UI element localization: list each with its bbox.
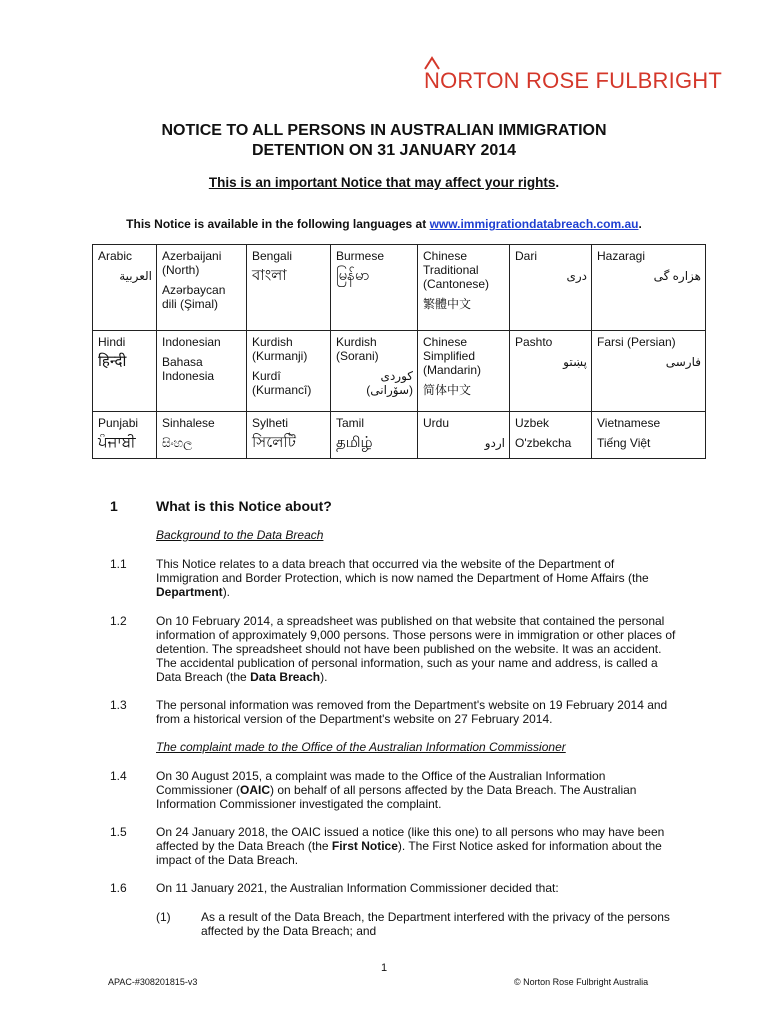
section-number: 1	[110, 498, 118, 514]
subtitle	[0, 175, 768, 190]
language-name: Chinese Traditional (Cantonese)	[423, 249, 490, 291]
company-logo	[424, 56, 722, 93]
subtitle-period: .	[555, 175, 560, 190]
paragraph-number: 1.3	[110, 698, 127, 712]
defined-term: OAIC	[240, 783, 271, 797]
para-text: ).	[222, 585, 231, 599]
availability-prefix: This Notice is available in the following languages at	[126, 217, 430, 231]
language-name: Tamil	[336, 416, 365, 430]
section-title: What is this Notice about?	[156, 498, 332, 514]
language-cell	[592, 331, 706, 412]
languages-table	[92, 244, 706, 459]
language-native-name: हिन्दी	[98, 353, 127, 370]
language-name: Vietnamese	[597, 416, 661, 430]
paragraph-number: 1.5	[110, 825, 127, 839]
language-native-name: Azərbaycan dili (Şimal)	[162, 283, 226, 311]
copyright: © Norton Rose Fulbright Australia	[514, 977, 649, 987]
language-cell	[157, 245, 247, 331]
language-cell	[418, 245, 510, 331]
language-name: Dari	[515, 249, 538, 263]
para-text: On 30 August 2015, a complaint was made to the Office of the Australian Information Commissioner (	[156, 769, 606, 797]
language-native-name: اردو	[484, 436, 505, 450]
language-name: Sylheti	[252, 416, 289, 430]
para-text: This Notice relates to a data breach that occurred via the website of the Department of Immigration and Border Protection, which is now named the Department of Home Affairs (the	[156, 557, 649, 585]
language-cell	[418, 412, 510, 459]
language-cell	[418, 331, 510, 412]
title-line-2: DETENTION ON 31 JANUARY 2014	[251, 142, 517, 159]
website-link[interactable]: www.immigrationdatabreach.com.au	[429, 217, 639, 231]
subtitle-text: This is an important Notice that may affect your rights	[208, 175, 556, 190]
language-row	[93, 331, 706, 412]
language-native-name: বাংলা	[252, 267, 287, 284]
language-native-name: Kurdî (Kurmancî)	[252, 369, 312, 397]
language-name: Uzbek	[515, 416, 550, 430]
language-cell	[331, 245, 418, 331]
language-cell	[247, 245, 331, 331]
para-text: As a result of the Data Breach, the Department interfered with the privacy of the persons affected by the Data Breach; and	[201, 910, 670, 938]
para-text: The personal information was removed from the Department's website on 19 February 2014 and from a historical version of the Department's website on 27 February 2014.	[156, 698, 668, 726]
language-native-name: সিলেটি	[252, 434, 296, 451]
language-name: Kurdish (Sorani)	[336, 335, 379, 363]
defined-term: Data Breach	[250, 670, 321, 684]
language-cell	[157, 412, 247, 459]
language-name: Bengali	[252, 249, 293, 263]
language-cell	[93, 331, 157, 412]
language-native-name: العربية	[119, 269, 152, 283]
language-cell	[592, 412, 706, 459]
paragraph-number: 1.4	[110, 769, 127, 783]
language-name: Chinese Simplified (Mandarin)	[423, 335, 482, 377]
language-cell	[247, 331, 331, 412]
defined-term: Department	[156, 585, 223, 599]
availability-suffix: .	[638, 217, 642, 231]
logo-text: NORTON ROSE FULBRIGHT	[424, 68, 722, 93]
language-native-name: فارسی	[665, 355, 701, 369]
language-cell	[93, 245, 157, 331]
language-native-name: O'zbekcha	[515, 436, 572, 450]
language-name: Urdu	[423, 416, 450, 430]
language-name: Hindi	[98, 335, 126, 349]
language-native-name: தமிழ்	[336, 434, 373, 451]
para-text: ).	[320, 670, 328, 684]
title-line-1: NOTICE TO ALL PERSONS IN AUSTRALIAN IMMIGRATION	[161, 122, 607, 139]
section-1-heading	[110, 498, 332, 514]
para-text: On 24 January 2018, the OAIC issued a notice (like this one) to all persons who may have been affected by the Data Breach (the	[156, 825, 665, 853]
language-name: Pashto	[515, 335, 553, 349]
language-native-name: 简体中文	[423, 383, 472, 397]
language-native-name: සිංහල	[162, 436, 193, 450]
language-name: Arabic	[98, 249, 133, 263]
language-cell	[93, 412, 157, 459]
language-cell	[157, 331, 247, 412]
defined-term: First Notice	[331, 839, 398, 853]
language-native-name: پښتو	[563, 355, 587, 369]
page-title	[0, 121, 768, 161]
para-text: On 11 January 2021, the Australian Information Commissioner decided that:	[156, 881, 559, 895]
paragraph-number: 1.1	[110, 557, 127, 571]
language-cell	[510, 331, 592, 412]
language-name: Farsi (Persian)	[597, 335, 676, 349]
language-native-name: Bahasa Indonesia	[162, 355, 215, 383]
language-name: Indonesian	[162, 335, 221, 349]
subheading-background: Background to the Data Breach	[156, 528, 324, 542]
language-cell	[592, 245, 706, 331]
language-cell	[331, 331, 418, 412]
language-native-name: 繁體中文	[423, 297, 472, 311]
language-native-name: دری	[566, 269, 587, 283]
language-native-name: Tiếng Việt	[597, 436, 651, 450]
availability-line	[0, 217, 768, 231]
language-cell	[510, 412, 592, 459]
language-native-name: هزاره گی	[653, 269, 701, 283]
subparagraph-number: (1)	[156, 910, 171, 924]
page-number: 1	[380, 962, 388, 974]
paragraph-number: 1.6	[110, 881, 127, 895]
paragraph-number: 1.2	[110, 614, 127, 628]
language-name: Burmese	[336, 249, 385, 263]
language-native-name: کوردی (سۆرانی)	[366, 369, 413, 397]
language-name: Punjabi	[98, 416, 139, 430]
language-native-name: မြန်မာ	[336, 267, 370, 284]
language-name: Kurdish (Kurmanji)	[252, 335, 308, 363]
language-cell	[331, 412, 418, 459]
language-cell	[510, 245, 592, 331]
language-native-name: ਪੰਜਾਬੀ	[98, 434, 136, 451]
language-name: Azerbaijani (North)	[162, 249, 222, 277]
subheading-complaint: The complaint made to the Office of the Australian Information Commissioner	[156, 740, 566, 754]
document-id: APAC-#308201815-v3	[108, 977, 198, 987]
para-text: On 10 February 2014, a spreadsheet was published on that website that contained the personal information of approximately 9,000 persons. Those persons were in immigration or other places of detention. The spreadsheet should not have been published on the website. It was an accident. The accidental publication of personal information, such as your name and address, is called a Data Breach (the	[156, 614, 676, 684]
language-row	[93, 412, 706, 459]
language-name: Hazaragi	[597, 249, 646, 263]
para-text: ) on behalf of all persons affected by the Data Breach. The Australian Information Commissioner investigated the complaint.	[156, 783, 637, 811]
language-cell	[247, 412, 331, 459]
language-row	[93, 245, 706, 331]
para-text: ). The First Notice asked for information about the impact of the Data Breach.	[156, 839, 662, 867]
language-name: Sinhalese	[162, 416, 215, 430]
